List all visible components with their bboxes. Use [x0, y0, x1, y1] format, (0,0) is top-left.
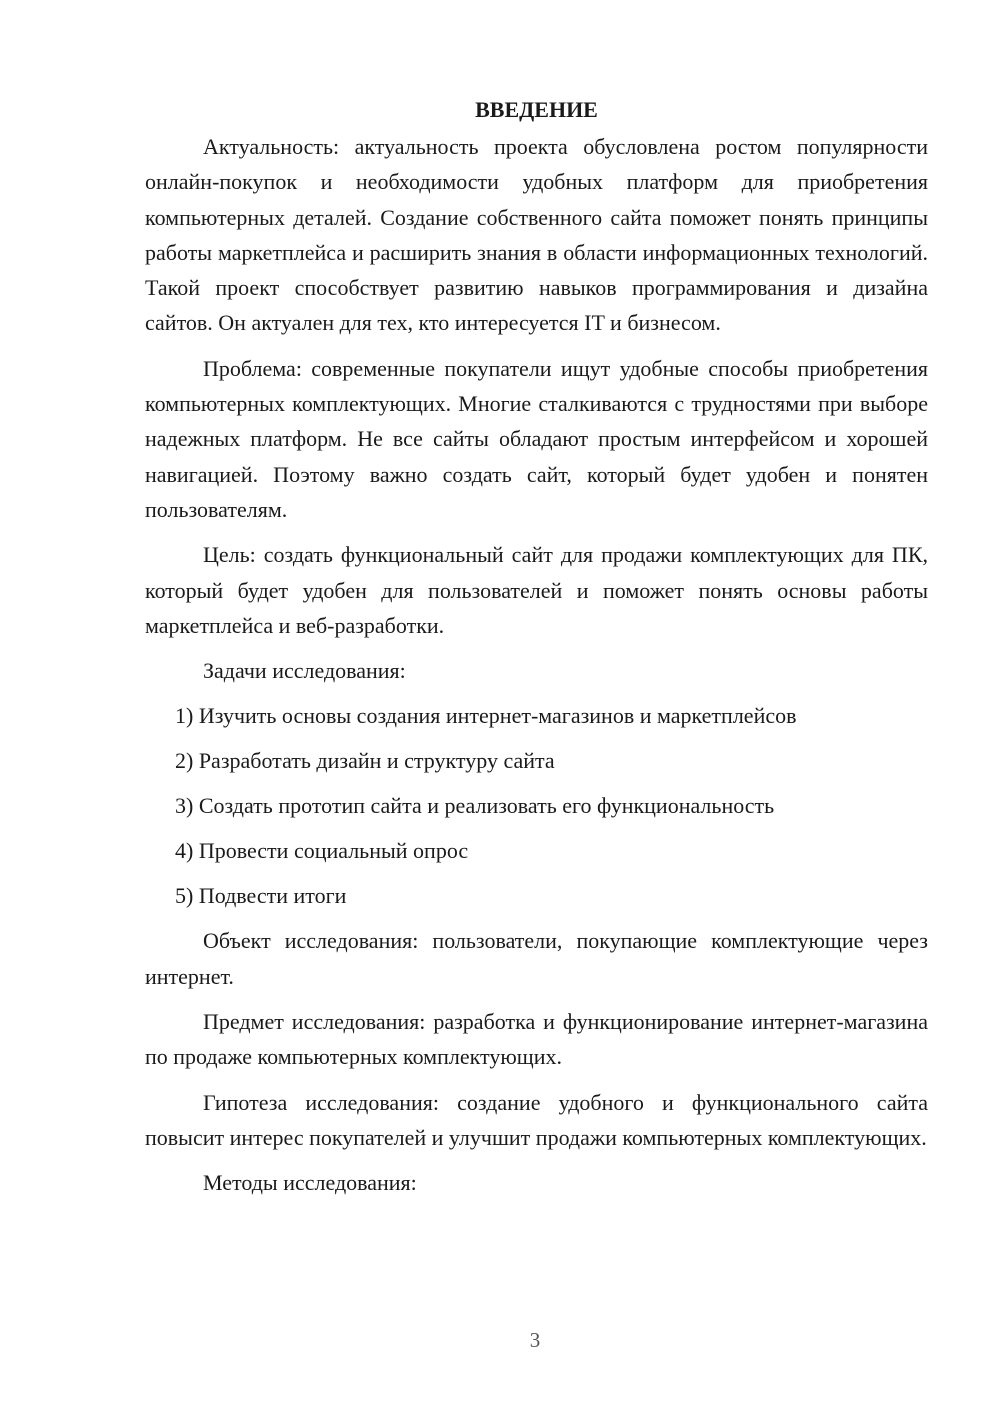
list-item: 4) Провести социальный опрос: [175, 838, 469, 864]
list-item: 1) Изучить основы создания интернет-магазинов и маркетплейсов: [175, 703, 797, 729]
paragraph-object: Объект исследования: пользователи, покупающие комплектующие через интернет.: [145, 928, 928, 989]
list-item: 2) Разработать дизайн и структуру сайта: [175, 748, 555, 774]
paragraph-goal: Цель: создать функциональный сайт для продажи комплектующих для ПК, который будет удобен для пользователей и поможет понять основы работы маркетплейса и веб-разработки.: [145, 542, 928, 638]
paragraph-subject: Предмет исследования: разработка и функционирование интернет-магазина по продаже компьютерных комплектующих.: [145, 1009, 928, 1070]
paragraph-methods-heading: Методы исследования:: [203, 1170, 417, 1196]
list-item: 5) Подвести итоги: [175, 883, 347, 909]
page-number: 3: [529, 1328, 541, 1352]
paragraph-relevance: Актуальность: актуальность проекта обусловлена ростом популярности онлайн-покупок и необходимости удобных платформ для приобретения компьютерных деталей. Создание собственного сайта поможет понять принципы работы маркетплейса и расширить знания в области информационных технологий. Такой проект способствует развитию навыков программирования и дизайна сайтов. Он актуален для тех, кто интересуется IT и бизнесом.: [145, 134, 928, 336]
section-title: ВВЕДЕНИЕ: [475, 97, 598, 122]
paragraph-hypothesis: Гипотеза исследования: создание удобного и функционального сайта повысит интерес покупателей и улучшит продажи компьютерных комплектующих.: [145, 1089, 928, 1150]
tasks-list: [145, 698, 928, 913]
paragraph-problem: Проблема: современные покупатели ищут удобные способы приобретения компьютерных комплектующих. Многие сталкиваются с трудностями при выборе надежных платформ. Не все сайты обладают простым интерфейсом и хорошей навигацией. Поэтому важно создать сайт, который будет удобен и понятен пользователям.: [145, 355, 928, 522]
paragraph-tasks-heading: Задачи исследования:: [203, 658, 406, 684]
list-item: 3) Создать прототип сайта и реализовать его функциональность: [175, 793, 775, 819]
document-page: [145, 92, 928, 1211]
